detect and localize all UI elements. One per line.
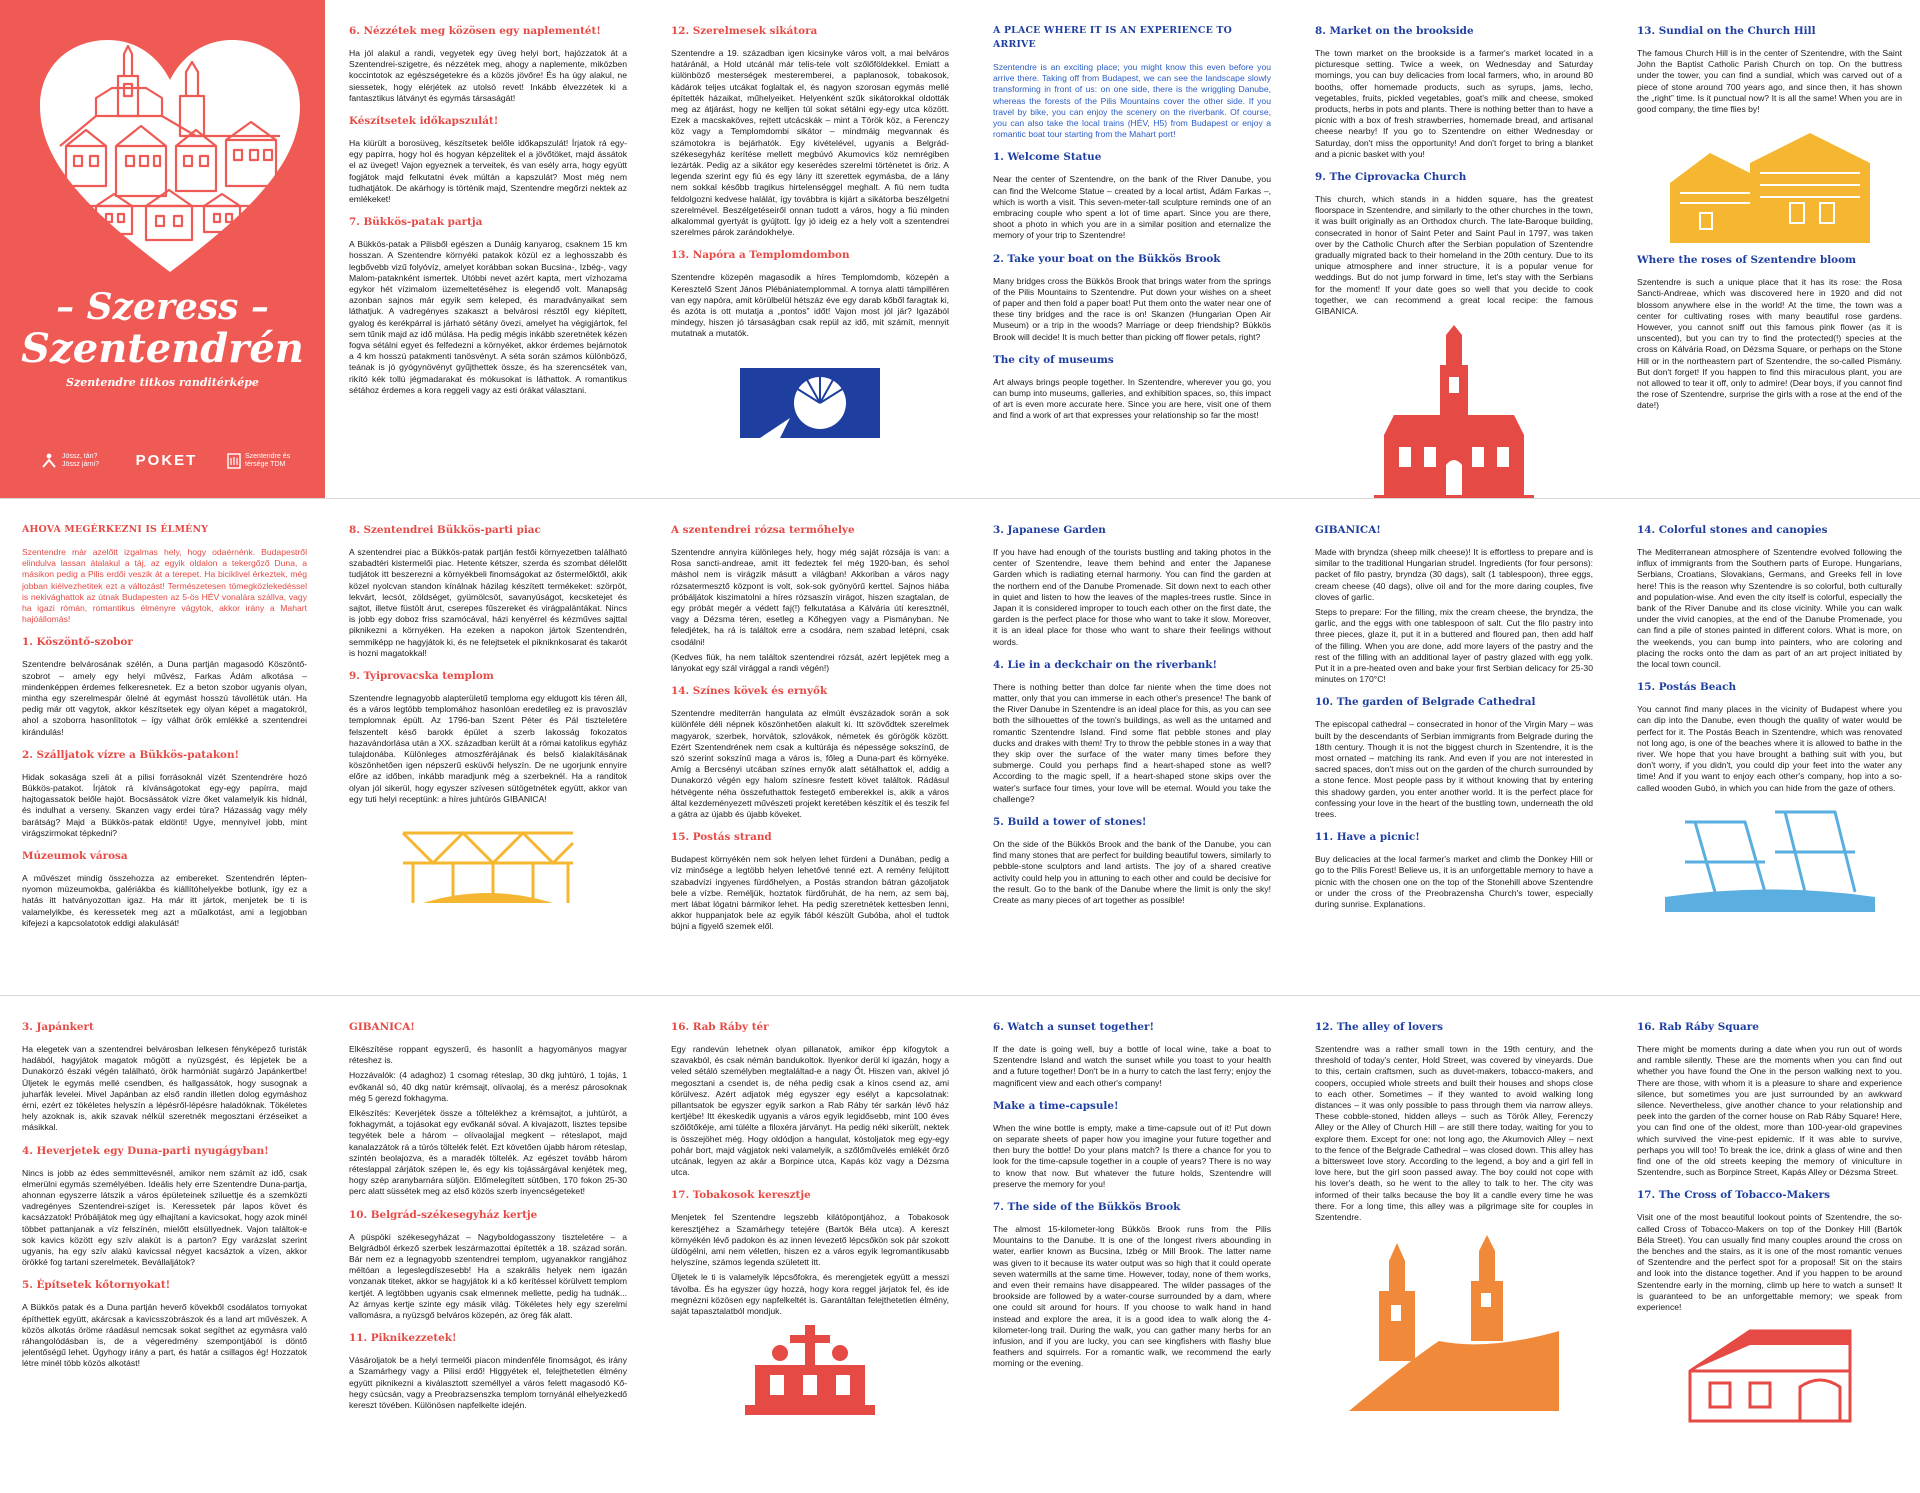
cover-title [0, 286, 325, 370]
body-paragraph: Hozzávalók: (4 adaghoz) 1 csomag réteslap, 30 dkg juhtúró, 1 tojás, 1 evőkanál só, 40 dkg natúr krémsajt, olívaolaj, és a merész párosoknak még 5 gerezd fokhagyma. [349, 1070, 627, 1103]
panel-r1c6 [1615, 0, 1920, 498]
section-heading: 14. Színes kövek és ernyők [671, 685, 828, 698]
cover-title-line-1: – Szeress – [56, 286, 269, 328]
body-paragraph: Ha jól alakul a randi, vegyetek egy üveg helyi bort, hajózzatok át a Szentendrei-szigetre, és nézzétek meg, ahogy a naplemente, miközben koccintotok az egészségetekre és a közös jövőre! És ha úgy alakul, ne siessetek, hogy elérjétek az utolsó revet! Inkább élvezzétek ki a fantasztikus látványt és egymás társaságát! [349, 48, 627, 103]
section-heading: 9. The Ciprovacka Church [1315, 171, 1467, 184]
body-paragraph: Nincs is jobb az édes semmittevésnél, amikor nem számít az idő, csak elmerülni egymás személyében. Ideális hely erre Szentendre Duna-partja, ahonnan egyszerre látszik a város épületeinek sziluettje és a szemközti vadregényes Szentendrei-sziget is. Keressetek pár lapos követ és kacsázzatok! Próbáljátok meg úgy elhajítani a kavicsokat, hogy azok minél többet pattanjanak a víz felszínén, mielőtt elsüllyednek. Vajon találtok-e sok kavics között egy szív alakút is a parton? Egy varázslat szerint ugyanis, ha egy szív alakú kavicssal négyet kacsáztok a vízen, akkor örökké fog tartani szerelmetek. Bevállaljátok? [22, 1167, 307, 1268]
corner-house-illustration [1680, 1321, 1860, 1431]
body-paragraph: If you have had enough of the tourists bustling and taking photos in the center of Szentendre, leave them behind and enter the Japanese Garden which is radiating eternal harmony. You can find the garden at the northern end of the Danube Promenade. Sit down next to each other in quiet and listen to how the leaves of the maples-trees rustle. Since in Japan it is considered improper to touch each other on the first date, the garden is the perfect place for those who want to take it slow. Moreover, it is an ideal place for those who want to share their feelings without words. [993, 547, 1271, 647]
section-heading: 6. Watch a sunset together! [993, 1021, 1155, 1033]
body-paragraph: The almost 15-kilometer-long Bükkös Brook runs from the Pilis Mountains to the Danube. It is one of the longest rivers abounding in water, earlier known as Bucsina, Izbég or Mill Brook. The latter name was given to it because its water output was so high that it could operate seven watermills at the same time. However, today, none of them works, and even their remains have disappeared. The wilder passages of the brookside are followed by a water-course surrounded by a dam, where one could sit around for hours. If you choose to walk hand in hand instead and explore the area, it is a good idea to walk along the 4-kilometer-long trail. During the walk, you can gather many herbs for an infusion, and if you are lucky, you can see kingfishers with flashy blue feathers and squirrels. For a romantic walk, we recommend the early morning or the evening. [993, 1224, 1271, 1369]
body-paragraph: When the wine bottle is empty, make a time-capsule out of it! Put down on separate sheets of paper how you imagine your future together and then bury the bottle! Do your plans match? Is there a chance for you to look for the time-capsule together in a couple of years? There is no way to know that now. But whatever the future holds, Szentendre will preserve the memory for you! [993, 1122, 1271, 1189]
section-heading: AHOVA MEGÉRKEZNI IS ÉLMÉNY [22, 524, 209, 535]
panel-r2c1 [0, 499, 325, 995]
panel-r2c5 [1293, 499, 1611, 995]
cover-panel [0, 0, 325, 498]
section-heading: 15. Postás Beach [1637, 681, 1737, 694]
walker-icon [40, 453, 58, 469]
panel-r3c2 [327, 996, 645, 1493]
body-paragraph: This church, which stands in a hidden square, has the greatest floorspace in Szentendre, and similarly to the other churches in the town, it was built originally as an Orthodox church. The late-Baroque building, consecrated in honor of Saint Peter and Saint Paul in 1797, was taken over by the Catholic Church after the Serbian population of Szentendre gradually migrated back to their homeland in the 20th century. Due to its unique atmosphere and inner structure, it is a popular venue for weddings. But do not jump forward in time, let's stay with the Serbians for the moment! If your date goes so well that you decide to cook together, we can recommend a great local recipe: the famous GIBANICA. [1315, 194, 1593, 317]
section-heading: GIBANICA! [1315, 524, 1381, 536]
panel-r3c5 [1293, 996, 1611, 1493]
section-heading: 5. Építsetek kőtornyokat! [22, 1279, 171, 1292]
section-heading: GIBANICA! [349, 1021, 415, 1033]
panel-r1c3 [649, 0, 967, 498]
body-paragraph: Szentendre legnagyobb alapterületű temploma egy eldugott kis téren áll, és a város legtöbb templomához hasonlóan eredetileg ez is pravoszláv templomnak épült. Az 1796-ban Szent Péter és Pál tiszteletére felszentelt késő barokk épület a szerb lakosság fokozatos hazavándorlása után a XX. században került át a római katolikus egyház tulajdonába. Különleges atmoszférájának és belső kialakításának köszönhetően igen népszerű esküvői helyszín. De ne ugorjunk ennyire előre az időben, inkább maradjunk még a szerbeknél. Ha a randitok olyan jól sikerül, hogy egyszer szívesen sütögetnétek együtt, akkor van egy tuti helyi receptünk: a híres juhtúrós GIBANICA! [349, 693, 627, 804]
section-heading: Múzeumok városa [22, 850, 128, 863]
section-heading: 4. Heverjetek egy Duna-parti nyugágyban! [22, 1144, 269, 1157]
logo-right [227, 453, 295, 469]
body-paragraph: You cannot find many places in the vicinity of Budapest where you can dip into the Danube, even though the quality of water would be perfect for it. The Postás Beach in Szentendre, which was renovated not long ago, is one of the beaches where it is allowed to bathe in the river. We hope that you have brought a bathing suit with you, but don't worry, if you didn't, you could dip your feet into the water any time! And if you want to enjoy each other's company, hop into a so-called wooden Gubó, in which you can hide from the gaze of others. [1637, 704, 1902, 793]
cover-logo-row [40, 452, 295, 469]
section-heading: 2. Szálljatok vízre a Bükkös-patakon! [22, 748, 240, 761]
body-paragraph: The famous Church Hill is in the center of Szentendre, with the Saint John the Baptist Catholic Parish Church on top. On the buttress under the tower, you can find a sundial, which was carved out of a piece of stone around 700 years ago, and since then, it has shown the „right” time. Is it punctual now? It is all the same! When you are in good company, the time flies by! [1637, 48, 1902, 115]
body-paragraph: Szentendre a 19. században igen kicsinyke város volt, a mai belváros határánál, a Hold utcánál már telis-tele volt szőlőföldekkel. Emiatt a különböző mesterségek mesteremberei, a paplanosok, tobakosok, kádárok teljes utcákat foglaltak el, és nagyon szorosan egymás mellé építették házaikat, műhelyeiket. Helyenként szűk sikátorokkal oldották meg az átjárást, hogy ne kelljen túl sokat sétálni egy-egy utca között. Ezek a macskaköves, rejtett utcácskák – mint a Török köz, a Ferenczy köz vagy a Templomdombi sikátor – mindmáig megvannak és számotokra is bejárhatók. Egy kivételével, ugyanis a Belgrád-székesegyház kerítése mellett megbúvó Akumovics köz nemrégiben lezárták. Pedig az a sikátor egy keserédes szerelmi történetet is őriz. A legenda szerint egy fiú és egy lány itt szerettek egymásba, de a lány nem sokkal később tragikus hirtelenséggel meghalt. A fiú nem tudta feldolgozni kedvese halálát, így továbbra is kijárt a sikátorba beszélgetni szerelmével. Beszélgetéseiről onnan tudott a város, hogy a fiú minden alkalommal gyertyát is gyújtott. Így jó ideig ez a hely volt a szentendrei szerelmes párok zarándokhelye. [671, 48, 949, 238]
body-paragraph: Many bridges cross the Bükkös Brook that brings water from the springs of the Pilis Mountains to Szentendre. Put down your wishes on a sheet of paper and then fold a paper boat! Put them onto the water near one of these tiny bridges and the race is on! Skanzen (Hungarian Open Air Museum) or a trip in the woods? Marriage or deep friendship? Bükkös Brook will decide! It is much better than picking off flower petals, right? [993, 275, 1271, 342]
section-heading: 13. Sundial on the Church Hill [1637, 25, 1816, 37]
body-paragraph: The Mediterranean atmosphere of Szentendre evolved following the influx of immigrants from the Southern parts of Europe. Hungarians, Serbians, Croatians, Slovakians, Germans, and Greeks fell in love here! This is the reason why Szentendre is so colorful, both culturally and population-wise. And even the city itself is colorful, especially the bank of the River Danube and its close vicinity. While you can walk under the vivid canopies, at the end of the Danube Promenade, you can find a pile of stones painted in different colors. What is more, on the weekends, you can bump into painters, who are coloring and placing the rocks onto the dam as part of an art project initiated by the local town council. [1637, 547, 1902, 670]
section-heading: 11. Have a picnic! [1315, 831, 1420, 844]
body-paragraph: (Kedves fiúk, ha nem találtok szentendrei rózsát, azért lepjétek meg a lányokat egy szál virággal a randi végén!) [671, 651, 949, 674]
church-alley-illustration [1349, 1231, 1559, 1411]
logo-left [40, 453, 106, 469]
panel-r1c4 [971, 0, 1289, 498]
body-paragraph: Visit one of the most beautiful lookout points of Szentendre, the so-called Cross of Tobacco-Makers on top of the Donkey Hill (Bartók Béla Street). You can usually find many couples around the cross on the benches and the stairs, as it is one of the most romantic venues of Szentendre and the perfect spot for a proposal! Sit on the stairs and look into the distance together. And if you happen to be around Szentendre early in the morning, climb up here to watch a sunset! It is guaranteed to be an unforgettable memory; we speak from experience! [1637, 1212, 1902, 1313]
section-heading: 12. The alley of lovers [1315, 1021, 1443, 1033]
body-paragraph: If the date is going well, buy a bottle of local wine, take a boat to Szentendre Island and watch the sunset while you toast to your health and a future together! Don't be in a hurry to catch the last ferry; enjoy the magnificent view and each other's company! [993, 1044, 1271, 1088]
section-heading: The city of museums [993, 353, 1114, 366]
body-paragraph: Steps to prepare: For the filling, mix the cream cheese, the bryndza, the garlic, and the eggs with one tablespoon of salt. Cut the filo pastry into three pieces, glaze it, put it in a buttered and floured pan, then add half of the filling. When you are done, add more layers of the pastry and the rest of the filling with an additional layer of pastry glazed with egg yolk. Put it in a pre-heated oven and bake your first Serbian delicacy for 25-30 minutes on 170°C! [1315, 607, 1593, 685]
section-heading: A szentendrei rózsa termőhelye [671, 524, 855, 536]
body-paragraph: Szentendre mediterrán hangulata az elmúlt évszázadok során a sok különféle déli népnek köszönhetően alakult ki. Itt szövődtek szerelmek magyarok, szerbek, horvátok, szlovákok, németek és görögök között. Ezért Szentendrének nem csak a kultúrája és népessége sokszínű, de szó szerint sokszínű maga a város is, főleg a Duna-part és környéke. Amíg a Bercsényi utcában színes ernyők alatt sétálhattok el, addig a Dunakorzó végén egy halom színesre festett követ találtok. Rádásul hétvégente néha összefuthattok festegető emberekkel is, akik a város által kezdeményezett művészeti projekt keretében készítik el és teszik fel a gátra az újabb és újabb köveket. [671, 708, 949, 820]
deckchairs-illustration [1665, 802, 1875, 912]
body-paragraph: A Bükkös-patak a Pilisből egészen a Dunáig kanyarog, csaknem 15 km hosszan. A Szentendre környéki patakok közül ez a leghosszabb és legbővebb vizű folyóvíz, amelyet korábban sokan Bucsina-, Izbég-, vagy Malom-pataknként ismertek. Utóbbi nevet azért kapta, mert vízhozama egykor hét vízimalom üzemeltetéséhez is elegendő volt. Manapság azonban sajnos már egyik sem keleped, és maradványaikat sem láthatjuk. A vadregényes szakaszt a belvárosi résztől egy kiépített, gyalog és kerékpárral is járható sétány övezi, amelyet ha végigjártok, fel sem tűnik majd az idő múlása. Ha pedig mégis inkább szeretnétek kézen fogva sétálni egyet és felfedezni a környéket, akkor érdemes bejárnotok a 4 km hosszú patakmenti tanösvényt. A séta során számos különböző, teának is jó gyógynövényt gyűjthettek össze, és ha szerencsétek van, rikító kék tollú jégmadarakat és mókusokat is láthattok. A romantikus sétához érdemes a kora reggeli vagy az esti órákat választani. [349, 239, 627, 395]
section-heading: A PLACE WHERE IT IS AN EXPERIENCE TO ARRIVE [993, 25, 1232, 50]
section-heading: 13. Napóra a Templomdombon [671, 249, 850, 262]
body-paragraph: Szentendre belvárosának szélén, a Duna partján magasodó Köszöntő-szobrot – amely egy helyi művész, Farkas Ádám alkotása – mindenképpen érdemes felkeresnetek. Ez a beton szobor ugyanis olyan, mintha egy szerelmespár ölelné át egymást hosszú távollétük után. Ha pedig már ott vagytok, akkor készítsetek egy olyan képet a magatokról, ahol a szoborra hasonlítotok – így válhat örök emlékké a szentendrei kirándulás! [22, 659, 307, 737]
body-paragraph: Buy delicacies at the local farmer's market and climb the Donkey Hill or go to the Pilis Forest! Believe us, it is an unforgettable memory to have a picnic with the chosen one on the top of the Stonehill above Szentendre or under the cross of the Preobrazensha Church's tower, especially during sunrise. Explanations. [1315, 854, 1593, 910]
body-paragraph: Art always brings people together. In Szentendre, wherever you go, you can bump into museums, galleries, and exhibition spaces, so, this impact of art is even more accurate here. Since you are here, visit one of them and find a work of art that expresses your relationship so far the most! [993, 376, 1271, 421]
panel-r1c2 [327, 0, 645, 498]
body-paragraph: Üljetek le ti is valamelyik lépcsőfokra, és merengjetek együtt a messzi távolba. És ha egyszer úgy hozzá, hogy kora reggel járjatok fel, és ide megnézni közösen egy napfelkeltét is. Garantáltan felejthetetlen élmény, saját tapasztalatból mondjuk. [671, 1272, 949, 1317]
body-paragraph: Elkészítés: Keverjétek össze a töltelékhez a krémsajtot, a juhtúrót, a fokhagymát, a tojásokat egy evőkanál sóval. A kivajazott, lisztes tepsibe tegyétek bele a három – olívaolajjal megkent – réteslapot, majd kanalazzátok rá a túrós töltelék felét. Ezt követően újabb három réteslap, szintén beolajozva, és a maradék töltelék. Az egészet tovább három réteslappal zárjátok szépen le, és egy kis tojássárgával kenjétek meg, hogy szép aranybarnára süljön. Előmelegített sütőben, 170 fokon 25-30 perc alatt süssétek meg az első közös szerb ínyencségeteket! [349, 1108, 627, 1197]
section-heading: 9. Tyiprovacska templom [349, 670, 494, 683]
body-paragraph: A szentendrei piac a Bükkös-patak partján festői környezetben található szabadtéri kistermelői piac. Hetente kétszer, szerda és szombat délelőtt tudjátok itt beszerezni a környékbeli finomságokat az őstermelőktől, akik közel nyolcvan standon kínálnak házilag készített termékeket: szörpöt, lekvárt, lecsót, zöldséget, gyümölcsöt, savanyúságot, kecsketejet és sajtot, illetve füstölt árut, cserepes fűszereket és virágpalántákat. Nincs is jobb egy doboz friss szamócával, házi kenyérrel és kézműves sajttal piknikezni a környéken. Ha ezeken a napokon jártok Szentendrén, semmiképp ne hagyjátok ki, és ne felejtsetek el pikniknkosarat és takarót is hozni magatokkal! [349, 547, 627, 658]
section-heading: 10. The garden of Belgrade Cathedral [1315, 696, 1536, 709]
section-heading: 7. The side of the Bükkös Brook [993, 1201, 1181, 1214]
panel-r3c3 [649, 996, 967, 1493]
ciprovacka-church-illustration [1354, 325, 1554, 498]
panel-r3c1 [0, 996, 325, 1493]
body-paragraph: A művészet mindig összehozza az embereket. Szentendrén lépten-nyomon múzeumokba, galériákba és kiállítóhelyekbe botlunk, így ez a hatás itt hatványozottan igaz. Ha már itt jártok, menjetek be ti is valamelyikbe, és keressetek meg azt a műalkotást, ami a legjobban kifejezi a kapcsolatotok eddigi alakulását! [22, 873, 307, 928]
logo-center-poket: POKET [135, 452, 198, 469]
section-heading: 16. Rab Ráby tér [671, 1021, 769, 1033]
panel-r3c4 [971, 996, 1289, 1493]
body-paragraph: Vásároljatok be a helyi termelői piacon mindenféle finomságot, és irány a Szamárhegy vagy a Pilisi erdő! Higgyétek el, felejthetetlen élmény együtt piknikezni a kiválasztott személlyel a város felett magasodó Kő-hegy csúcsán, vagy a Preobrazsenszka templom tornyánál elhelyezkedő kereszt tövében. Különösen napfelkelte idején. [349, 1355, 627, 1411]
body-paragraph: Szentendre was a rather small town in the 19th century, and the threshold of today's center, Hold Street, was covered by vineyards. Due to this, certain craftsmen, such as duvet-makers, tobacco-makers, and coopers, occupied whole streets and built their houses and shops close to each other. Sometimes – if they wanted to avoid walking long distances – it was only possible to pass through them via narrow alleys. These cobble-stoned, hidden alleys – such as Török Alley, Ferenczy Alley or the Alley of Church Hill – are still there today, waiting for you to explore them. Except for one: not long ago, the Akumovich Alley – next to the fence of the Belgrade Cathedral – was closed down. This alley has a bittersweet love story. According to the legend, a boy and a girl fell in love here, but the girl soon passed away. The boy could not cope with his lover's death, so he went to the alley to talk to her. The city was informed of their talks because the boy lit a candle every time he was there. For a long time, this alley was a pilgrimage site for couples in Szentendre. [1315, 1044, 1593, 1223]
body-paragraph: Egy randevún lehetnek olyan pillanatok, amikor épp kifogytok a szavakból, és csak némán bandukoltok. Ilyenkor derül ki igazán, hogy a veled sétáló személyben megtaláltad-e a nagy Őt. Hiszen van, akivel jó megosztani a csendet is, de néha pedig csak a kínos csend az, ami körülvesz. Azért adjatok még egyszer egy esélyt a kapcsolatnak: pillantsatok be egyszer egyik sarkon a Rab Ráby tér sarkán lévő ház kertjébe! Itt ékeskedik ugyanis a város egyik legidősebb, mint 100 éves szőlőtőkéje, ami túlélte a filoxéra járványt. Ha pedig néki sikerült, nektek is összejöhet még. Hogy oldódjon a hangulat, kóstoljatok meg egy-egy pohár bort, majd vágjatok neki valamelyik, a szőlőművelés emlékét őrző utcának, legyen az akár a Borpince utca, Kapás köz vagy a Dézsma utca. [671, 1044, 949, 1178]
body-paragraph: Szentendre is such a unique place that it has its rose: the Rosa Sancti-Andreae, which was discovered here in 1920 and did not blossom anywhere else in the world! At the time, the town was a center for cultivating roses with many beautiful rose gardens. However, you cannot sniff out this famous pink flower (as it is unscented), but you can try to find the protected(!) species at the cross on Kálvária Road, on Dézsma Square, or perhaps on the Stone Hill or in the northeastern part of Szentendre, the so-called Pismány. But don't forget! If you happen to find this miraculous plant, you are not allowed to tear it off, only to admire! (Dear boys, if you cannot find the rose of Szentendre, surprise the girls with a rose at the end of the date!) [1637, 277, 1902, 411]
section-heading: Where the roses of Szentendre bloom [1637, 254, 1857, 267]
section-heading: 16. Rab Ráby Square [1637, 1021, 1759, 1033]
section-heading: 5. Build a tower of stones! [993, 816, 1147, 829]
body-paragraph: The episcopal cathedral – consecrated in honor of the Virgin Mary – was built by the descendants of Serbian immigrants from Belgrade during the 18th century. Though it is not the biggest church in Szentendre, it is the most ornated – matching its rank. And even if you are not interested in sacred spaces, don't miss out on the garden of the church surrounded by a stone fence. Most people pass by it without knowing that by entering this shadowy garden, you enter another world. It is the perfect place for confessing your love in the heart of the bustling town, underneath the old trees. [1315, 719, 1593, 820]
section-heading: 1. Köszöntő-szobor [22, 636, 133, 649]
heart-townscape-illustration [36, 36, 304, 276]
panel-r1c5 [1293, 0, 1611, 498]
section-heading: 11. Piknikezzetek! [349, 1332, 457, 1345]
logo-right-text: Szentendre és térsége TDM [245, 452, 291, 468]
body-paragraph: Szentendre közepén magasodik a híres Templomdomb, közepén a Keresztelő Szent János Plébániatemplommal. A tornya alatti támpilléren van egy napóra, amit körülbelül hétszáz éve egy darab kőből faragtak ki, és azóta is ott mutatja a „pontos” időt! Vajon most jól jár? Igazából mindegy, hiszen jó társaságban csak repül az idő, mit számít, mennyit mutatnak a mutatók. [671, 272, 949, 339]
intro-paragraph: Szentendre is an exciting place; you might know this even before you arrive there. Taking off from Budapest, we can see the landscape slowly transforming in front of us: on one side, there is the wriggling Danube, whereas the forests of the Pilis Mountains cover the other side. If you travel by bike, you can enjoy the scenery on the riverbank. Of course, you can also take the local trains (HÉV, H5) from Budapest or enjoy a romantic boat tour starting from the Mahart port! [993, 62, 1271, 140]
cover-subtitle: Szentendre titkos randitérképe [66, 376, 259, 389]
body-paragraph: Ha kiürült a borosüveg, készítsetek belőle időkapszulát! Írjatok rá egy-egy papírra, hogy hol és hogyan képzelitek el a jövőtöket, majd ássátok el az üveget! Vajon egyeznek a terveitek, és van esély arra, hogy együtt fogjátok majd felkutatni évek múltán a kapszulát? Most még nem tudhatjátok. De akárhogy is történik majd, Szentendre megőrzi nektek az emlékeket! [349, 138, 627, 205]
section-heading: 12. Szerelmesek sikátora [671, 25, 818, 37]
section-heading: 17. The Cross of Tobacco-Makers [1637, 1189, 1830, 1202]
body-paragraph: Budapest környékén nem sok helyen lehet fürdeni a Dunában, pedig a víz minősége a legtöbb helyen lehetővé tenné ezt. A remény felújított szabadvízi ingyenes fürdőhelyen, a Postás strandon bátran gázoljatok bele a vízbe. Reméljük, hoztatok fürdőruhát, de ha nem, az sem baj, mert lábat lógatni bármikor lehet. Ha pedig szeretnétek kettesben lenni, akkor huppanjatok bele az egyik fából készült Gubóba, ahol el tudtok bújni a figyelő szemek elől. [671, 854, 949, 932]
rooftops-illustration [1670, 123, 1870, 243]
section-heading: 17. Tobakosok keresztje [671, 1189, 811, 1202]
body-paragraph: The town market on the brookside is a farmer's market located in a picturesque setting. Twice a week, on Wednesday and Saturday mornings, you can buy delicacies from local farmers, who, in around 80 booths, offer homemade products, such as syrups, jams, lecho, vegetables, fruits, pickled vegetables, goat's milk and cheese, smoked products, herbs in pots and plants. There is nothing better than to have a picnic with a box of fresh strawberries, homemade bread, and artisanal cheese nearby! If you go to Szentendre on either Wednesday or Saturday, don't miss the opportunity! And don't forget to bring a blanket and a picnic basket with you! [1315, 48, 1593, 159]
panel-r3c6 [1615, 996, 1920, 1493]
market-stalls-illustration [393, 813, 583, 913]
body-paragraph: There is nothing better than dolce far niente when the time does not matter, only that you can immerse in each other's presence! The bank of the River Danube in Szentendre is an ideal place for this, as you can see both the silhouettes of the town's buildings, as well as the untamed and romantic Szentendre Island. Find some flat pebble stones and play ducks and drakes with them! Try to throw the pebble stones in a way that they skip over the surface of the water many times before they submerge. Could you perhaps find a heart-shaped stone as well? According to the magic spell, if a heart-shaped stone skips over the water's surface four times, your love will be eternal. Would you take the challenge? [993, 681, 1271, 804]
section-heading: 7. Bükkös-patak partja [349, 216, 483, 229]
intro-paragraph: Szentendre már azelőtt izgalmas hely, hogy odaérnénk. Budapestről elindulva lassan átalakul a táj, az egyik oldalon a tekergőző Duna, a másikon pedig a Pilis erdői veszik át a terepet. Ha biciklivel érkeztek, még jobban kiélvezhetitek ezt a változást! Természetesen tömegközlekedéssel is nekivághattok az útnak Budapesten az 5-ös HÉV vonalára szállva, vagy ha igazi rómán, romantikus élményre vágytok, akkor irány a Mahart hajóállomás! [22, 547, 307, 625]
body-paragraph: Made with bryndza (sheep milk cheese)! It is effortless to prepare and is similar to the traditional Hungarian strudel. Ingredients (for four persons): packet of filo pastry, bryndza (30 dags), salt (1 tablespoon), three eggs, cream cheese (40 dags), olive oil and for the more daring couples, five cloves of garlic. [1315, 547, 1593, 602]
body-paragraph: Hidak sokasága szeli át a pilisi forrásoknál vizét Szentendrére hozó Bükkös-patakot. Írjátok rá kívánságotokat egy-egy papírra, majd hajtogassatok belőle hajót. Bocsássátok vízre őket valamelyik kis hídnál, és indulhat a verseny. Skanzen vagy erdei túra? Házasság vagy mély barátság? Majd a Bükkös-patak eldönti! Ugye, mennyivel jobb, mint virágszirmokat tépkedni? [22, 771, 307, 838]
tobacco-makers-cross-illustration [735, 1325, 885, 1415]
section-heading: 1. Welcome Statue [993, 151, 1102, 164]
section-heading: 4. Lie in a deckchair on the riverbank! [993, 658, 1218, 671]
body-paragraph: Ha elegetek van a szentendrei belvárosban lelkesen fényképező turisták hadából, hagyjátok magatok mögött a nyüzsgést, és lépjetek be a Dunakorzó északi végén található, örök harmóniát sugárzó Japánkertbe! Üljetek le egymás mellé csendben, és hallgassátok, hogy susognak a juharfák levelei. Mivel Japánban az első randin illetlen dolog egymáshoz érni, ezért ez tökéletes helyszín a lépésről-lépésre haladóknak. Tökéletes hely azoknak is, akik szavak nélkül szeretnék megosztani érzéseiket a másikkal. [22, 1044, 307, 1133]
body-paragraph: A Bükkös patak és a Duna partján heverő kövekből csodálatos tornyokat építhettek együtt, akárcsak a kavicsszobrászok és a land art művészek. A közös alkotás öröme ráadásul nemcsak sokat segíthet az egymásra való ráhangolódásban is, de a végeredmény szempontjából is döntő jelentőségű lehet. Ügyhogy irány a part, és határ a csillagos ég! Hozzatok létre minél több közös alkotást! [22, 1302, 307, 1369]
section-heading: 3. Japánkert [22, 1021, 94, 1033]
logo-left-text: Jössz, tán? Jössz járni? [62, 452, 99, 468]
cover-title-line-2: Szentendrén [21, 325, 304, 372]
body-paragraph: Near the center of Szentendre, on the bank of the River Danube, you can find the Welcome Statue – created by a local artist, Ádám Farkas –, which is worth a visit. This seven-meter-tall sculpture reminds one of an embracing couple who spent a lot of time apart. Since you are there, shoot a photo in which you are in a similar position and eternalize the memory of your trip to Szentendre! [993, 174, 1271, 241]
section-heading: 3. Japanese Garden [993, 524, 1106, 536]
section-heading: Make a time-capsule! [993, 1099, 1119, 1112]
section-heading: 14. Colorful stones and canopies [1637, 524, 1828, 536]
sundial-illustration [720, 348, 900, 448]
section-heading: 8. Szentendrei Bükkös-parti piac [349, 524, 541, 536]
section-heading: 6. Nézzétek meg közösen egy naplementét! [349, 25, 601, 37]
body-paragraph: A püspöki székesegyházat – Nagyboldogasszony tiszteletére – a Belgrádból érkező szerbek leszármazottai építették a 18. század során. Bár nem ez a legnagyobb szentendrei templom, ugyanakkor rangjához méltóan a legeslegdíszesebb! Ha a szakrális helyek nem igazán vonzanak titeket, akkor se hagyjátok ki a kő kerítéssel körülvett templom kertjét. A legtöbben ugyanis csak elmennek mellette, pedig ha tudnák... Az árnyas kertje szinte egy másik világ. Tökéletes hely egy szerelmi vallomásra, a nyüzsgő belváros közepén, az öreg fák alatt. [349, 1231, 627, 1321]
body-paragraph: Menjetek fel Szentendre legszebb kilátópontjához, a Tobakosok keresztjéhez a Szamárhegy tetejére (Bartók Béla utca). A kereszt környékén lévő padokon és az innen levezető lépcsőkön sok pár szokott üldögélni, ami nem véletlen, hiszen ez a város egyik legromantikusabb helyszíne, számos legenda született itt. [671, 1212, 949, 1268]
body-paragraph: Elkészítése roppant egyszerű, és hasonlít a hagyományos magyar réteshez is. [349, 1044, 627, 1066]
panel-r2c6 [1615, 499, 1920, 995]
town-crest-icon [227, 453, 241, 469]
section-heading: Készítsetek időkapszulát! [349, 115, 499, 128]
panel-r2c4 [971, 499, 1289, 995]
body-paragraph: On the side of the Bükkös Brook and the bank of the Danube, you can find many stones that are perfect for building beautiful towers, similarly to pebble-stone sculptors and land artists. The joy of a shared creative activity could help you in attuning to each other and could be decisive for the result. Go to the bank of the Danube where the limit is only the sky! Create as many pieces of art together as possible! [993, 839, 1271, 906]
section-heading: 15. Postás strand [671, 831, 772, 844]
panel-r2c2 [327, 499, 645, 995]
panel-r2c3 [649, 499, 967, 995]
section-heading: 2. Take your boat on the Bükkös Brook [993, 252, 1221, 265]
section-heading: 10. Belgrád-székesegyház kertje [349, 1208, 538, 1221]
body-paragraph: Szentendre annyira különleges hely, hogy még saját rózsája is van: a Rosa sancti-andreae, amit itt fedeztek fel még 1920-ban, és sehol máshol nem is virágzik másutt a világban! Akkoriban a város nagy rózsatermesztő központ is volt, sok-sok gyönyörű kerttel. Sajnos hiába próbáljátok kiszimatolni a híres rózsaszín virágot, hiszen szagtalan, de egy próbát megér a védett faj(!) felkutatása a Kálvária úti keresztnél, vagy a Dézsma téren, esetleg a Kőhegyen vagy a Pismányban. Ne feledjétek, ha rá is találtok erre a csodára, nem szabad letépni, csak csodálni! [671, 547, 949, 647]
body-paragraph: There might be moments during a date when you run out of words and ramble silently. These are the moments when you can find out whether you have found the One in the person walking next to you. There are those, with whom it is a pleasure to share and experience silence, but sometimes you are just surrounded by an awkward silence. Nevertheless, give another chance to your relationship and peek into the garden of the corner house on Rab Ráby Square! Here, you can find one of the oldest, more than 100-year-old grapevines which survived the vine-pest epidemic. If it was able to survive, perhaps you will too! To break the ice, drink a glass of wine and then find one of the old streets keeping the memory of viniculture in Szentendre, such as Borpince Street, Kapás Alley or Dézsma Street. [1637, 1044, 1902, 1178]
section-heading: 8. Market on the brookside [1315, 25, 1474, 37]
